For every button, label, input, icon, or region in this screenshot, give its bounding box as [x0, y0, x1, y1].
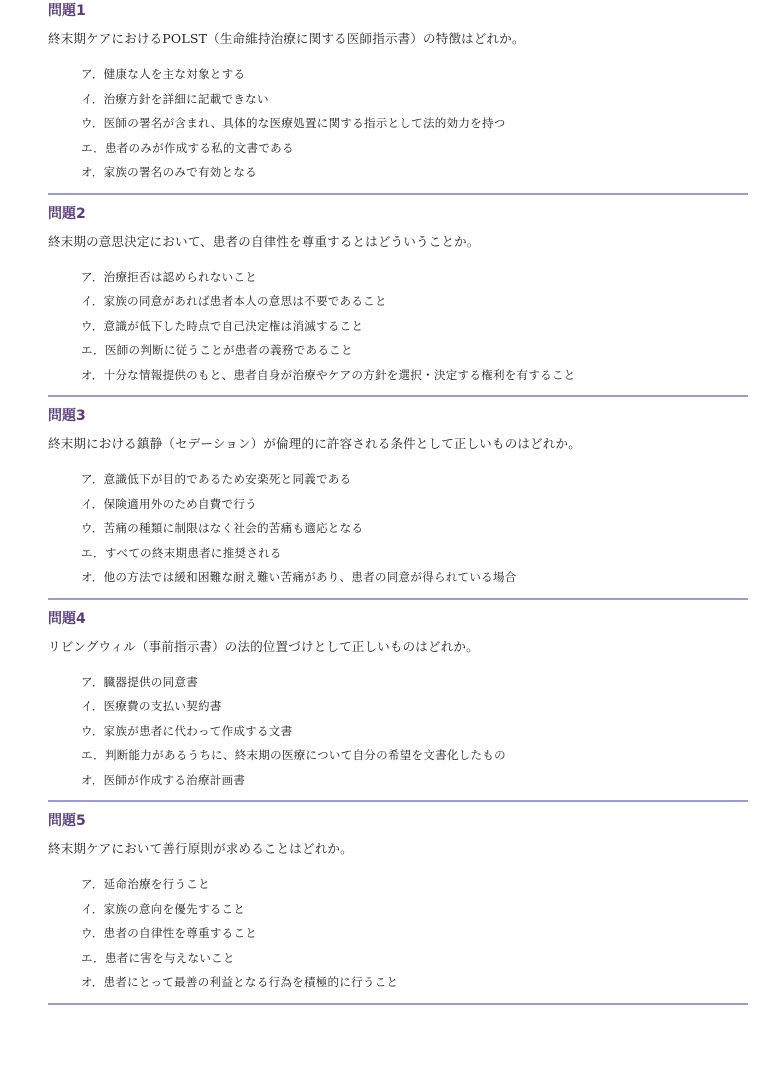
option-i: イ．保険適用外のため自費で行う [81, 496, 257, 511]
section-divider [48, 598, 748, 600]
option-u: ウ．家族が患者に代わって作成する文書 [81, 723, 293, 738]
section-divider [48, 395, 748, 397]
question-4 [48, 608, 748, 803]
options-list [48, 62, 748, 185]
section-divider [48, 193, 748, 195]
question-title: 問題3 [48, 408, 86, 424]
option-u: ウ．苦痛の種類に制限はなく社会的苦痛も適応となる [81, 521, 364, 535]
option-e: エ．患者のみが作成する私的文書である [81, 140, 294, 155]
option-e: エ．医師の判断に従うことが患者の義務であること [81, 343, 353, 357]
question-text: リビングウィル（事前指示書）の法的位置づけとして正しいものはどれか。 [48, 638, 479, 654]
question-text: 終末期の意思決定において、患者の自律性を尊重するとはどういうことか。 [48, 233, 480, 249]
option-o: オ．他の方法では緩和困難な耐え難い苦痛があり、患者の同意が得られている場合 [81, 570, 517, 584]
question-title: 問題1 [48, 3, 86, 19]
question-title: 問題4 [48, 610, 86, 627]
question-text: 終末期ケアにおけるPOLST（生命維持治療に関する医師指示書）の特徴はどれか。 [48, 31, 525, 46]
question-text: 終末期ケアにおいて善行原則が求めることはどれか。 [48, 841, 353, 856]
options-list [48, 265, 748, 388]
option-u: ウ．意識が低下した時点で自己決定権は消滅すること [81, 318, 364, 333]
option-a: ア．健康な人を主な対象とする [81, 67, 246, 81]
option-a: ア．臓器提供の同意書 [81, 674, 199, 689]
option-o: オ．十分な情報提供のもと、患者自身が治療やケアの方針を選択・決定する権利を有すること [81, 367, 576, 382]
question-5 [48, 810, 748, 1005]
option-a: ア．延命治療を行うこと [81, 877, 210, 891]
option-i: イ．医療費の支払い契約書 [81, 699, 222, 713]
section-divider [48, 800, 748, 802]
question-title: 問題5 [48, 813, 86, 829]
option-o: オ．医師が作成する治療計画書 [81, 772, 246, 787]
option-i: イ．家族の意向を優先すること [81, 901, 246, 916]
option-i: イ．治療方針を詳細に記載できない [81, 91, 269, 106]
option-o: オ．家族の署名のみで有効となる [81, 165, 257, 179]
option-e: エ．患者に害を与えないこと [81, 950, 235, 965]
option-i: イ．家族の同意があれば患者本人の意思は不要であること [81, 294, 387, 308]
option-o: オ．患者にとって最善の利益となる行為を積極的に行うこと [81, 975, 399, 989]
option-a: ア．意識低下が目的であるため安楽死と同義である [81, 472, 352, 486]
option-u: ウ．医師の署名が含まれ、具体的な医療処置に関する指示として法的効力を持つ [81, 116, 506, 130]
option-a: ア．治療拒否は認められないこと [81, 269, 258, 284]
options-list [48, 872, 748, 995]
question-text: 終末期における鎮静（セデーション）が倫理的に許容される条件として正しいものはどれか。 [48, 436, 581, 451]
option-e: エ．すべての終末期患者に推奨される [81, 545, 282, 560]
quiz-document [48, 0, 748, 1005]
options-list [48, 467, 748, 590]
question-title: 問題2 [48, 205, 86, 222]
section-divider [48, 1003, 748, 1005]
options-list [48, 670, 748, 793]
question-3 [48, 405, 748, 600]
question-1 [48, 0, 748, 195]
option-e: エ．判断能力があるうちに、終末期の医療について自分の希望を文書化したもの [81, 748, 506, 762]
option-u: ウ．患者の自律性を尊重すること [81, 926, 258, 940]
question-2 [48, 203, 748, 398]
